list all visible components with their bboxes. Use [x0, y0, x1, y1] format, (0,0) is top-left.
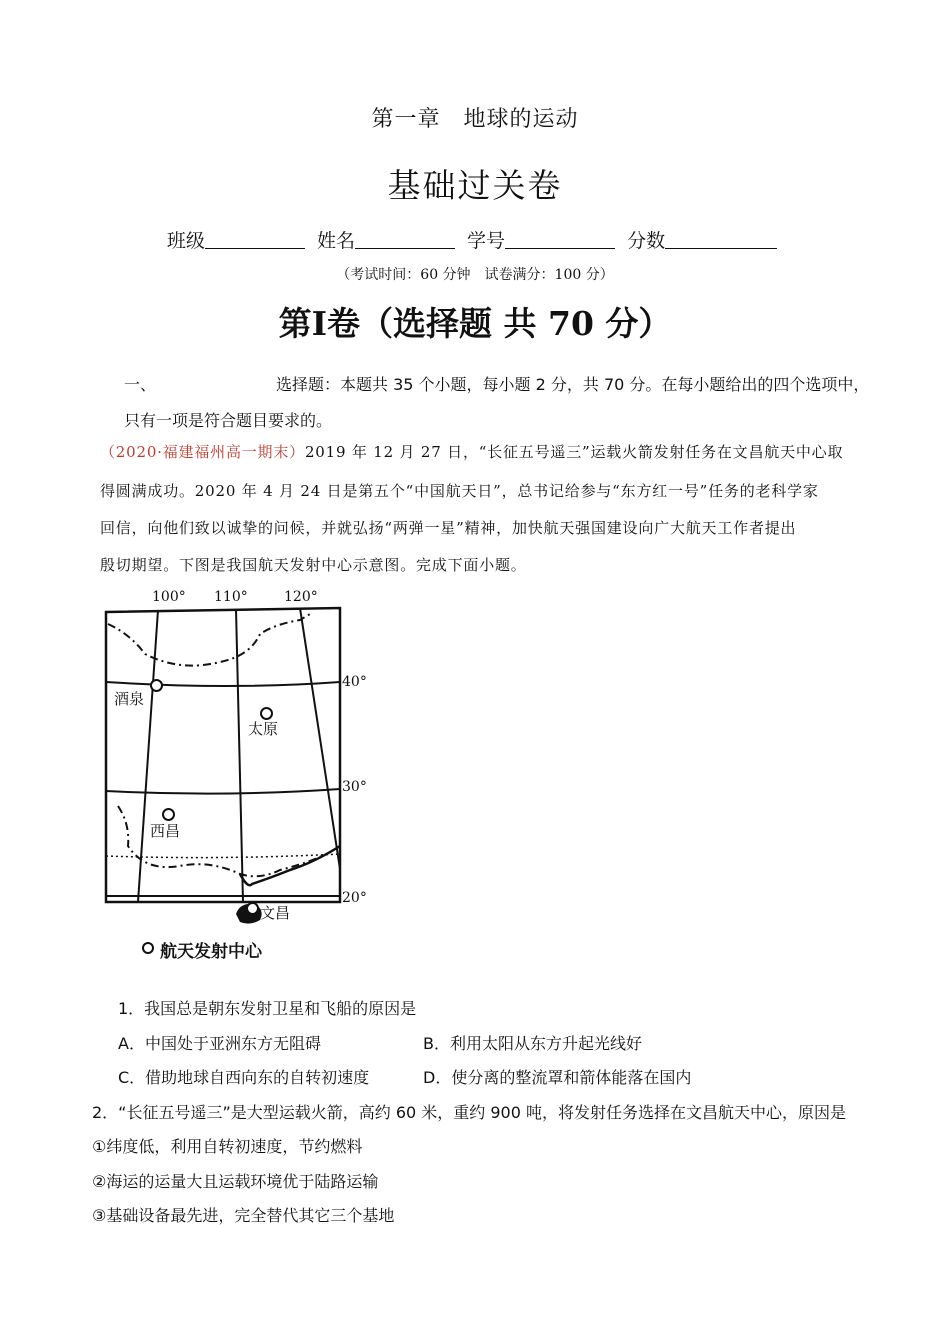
lon-label-120: 120°	[284, 589, 318, 605]
city-wenchang: 文昌	[260, 904, 291, 922]
class-field[interactable]	[205, 230, 305, 249]
passage-line-2: 得圆满成功。2020 年 4 月 24 日是第五个“中国航天日”，总书记给参与“东方红一号”任务的老科学家	[100, 482, 819, 500]
launch-center-map	[100, 584, 367, 974]
question-2-stem: 2．“长征五号遥三”是大型运载火箭，高约 60 米，重约 900 吨，将发射任务选择在文昌航天中心，原因是	[92, 1103, 847, 1122]
jiuquan-marker	[150, 679, 163, 692]
section-instruction: 选择题：本题共 35 个小题，每小题 2 分，共 70 分。在每小题给出的四个选项中，	[276, 375, 870, 394]
lat-label-40: 40°	[342, 674, 367, 690]
border-south	[118, 806, 340, 876]
name-field[interactable]	[355, 230, 455, 249]
passage-line-4: 殷切期望。下图是我国航天发射中心示意图。完成下面小题。	[100, 556, 527, 574]
passage-line-3: 回信，向他们致以诚挚的问候，并就弘扬“两弹一星”精神，加快航天强国建设向广大航天工作者提出	[100, 519, 797, 537]
passage-text-1: 2019 年 12 月 27 日，“长征五号遥三”运载火箭发射任务在文昌航天中心取	[304, 443, 844, 461]
lat-label-20: 20°	[342, 890, 367, 906]
class-label: 班级	[166, 230, 205, 252]
meridian-100	[138, 610, 158, 902]
city-xichang: 西昌	[150, 822, 181, 840]
section-instruction-cont: 只有一项是符合题目要求的。	[124, 411, 333, 430]
q1-option-c[interactable]: C．借助地球自西向东的自转初速度	[118, 1068, 370, 1087]
legend-marker	[142, 942, 154, 954]
q1-option-b[interactable]: B．利用太阳从东方升起光线好	[423, 1034, 642, 1053]
paper-title: 基础过关卷	[387, 166, 563, 205]
legend-label: 航天发射中心	[160, 942, 262, 962]
meridian-120	[300, 608, 340, 869]
city-taiyuan: 太原	[248, 720, 279, 738]
part-title: 第I卷（选择题 共 70 分）	[278, 304, 672, 343]
border-north	[108, 614, 310, 666]
chapter-title: 第一章 地球的运动	[371, 107, 579, 132]
source-tag: （2020·福建福州高一期末）	[100, 443, 305, 461]
parallel-30	[106, 789, 340, 794]
question-1-stem: 1．我国总是朝东发射卫星和飞船的原因是	[118, 999, 417, 1018]
lon-label-100: 100°	[152, 589, 186, 605]
q2-statement-3: ③基础设备最先进，完全替代其它三个基地	[92, 1206, 395, 1225]
coastline	[240, 846, 340, 885]
student-id-field[interactable]	[505, 230, 615, 249]
q2-statement-2: ②海运的运量大且运载环境优于陆路运输	[92, 1172, 379, 1191]
exam-time-note: （考试时间：60 分钟 试卷满分：100 分）	[336, 267, 614, 283]
student-info-row	[0, 226, 950, 253]
name-label: 姓名	[316, 230, 355, 252]
lon-label-110: 110°	[214, 589, 248, 605]
city-jiuquan: 酒泉	[114, 690, 145, 708]
score-field[interactable]	[665, 230, 777, 249]
passage-line-1	[100, 441, 843, 462]
q1-option-a[interactable]: A．中国处于亚洲东方无阻碍	[118, 1034, 321, 1053]
parallel-40	[106, 682, 340, 686]
student-id-label: 学号	[467, 230, 506, 252]
q2-statement-1: ①纬度低，利用自转初速度，节约燃料	[92, 1137, 363, 1156]
section-number: 一、	[124, 375, 157, 394]
wenchang-marker	[246, 902, 259, 915]
score-label: 分数	[627, 230, 666, 252]
q1-option-d[interactable]: D．使分离的整流罩和箭体能落在国内	[423, 1068, 692, 1087]
lat-label-30: 30°	[342, 779, 367, 795]
